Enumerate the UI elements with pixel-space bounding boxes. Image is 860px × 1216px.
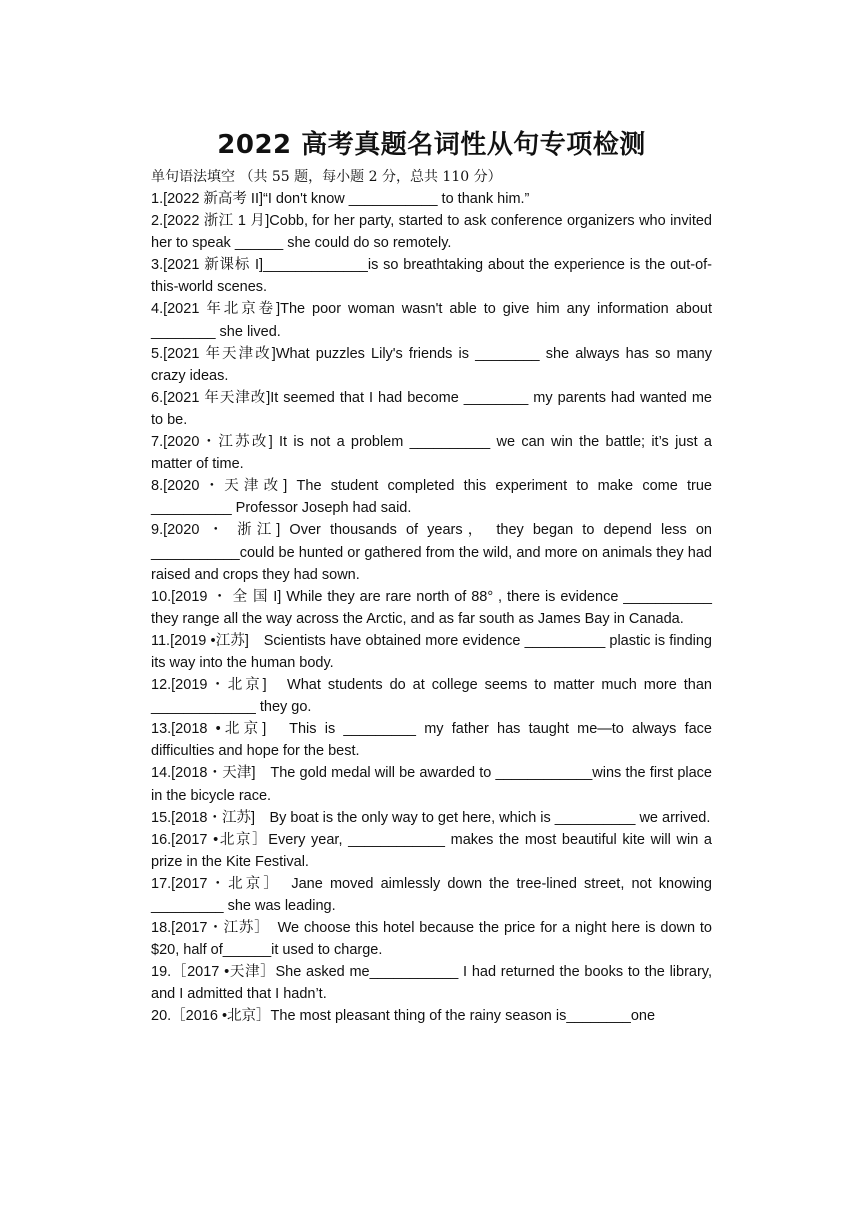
question-item: 12.[2019・北京] What students do at college seems to matter much more than _____________ they go. — [151, 677, 712, 716]
question-item: 14.[2018・天津] The gold medal will be awarded to ____________wins the first place in the bicycle race. — [151, 765, 712, 804]
question-item: 8.[2020・天津改] The student completed this experiment to make come true __________ Professor Joseph had said. — [151, 478, 712, 517]
question-item: 4.[2021 年北京卷]The poor woman wasn't able to give him any information about ________ she lived. — [151, 301, 712, 340]
question-item: 6.[2021 年天津改]It seemed that I had become ________ my parents had wanted me to be. — [151, 389, 712, 428]
document-page — [151, 128, 712, 1028]
question-list — [151, 188, 712, 1028]
question-item: 17.[2017・北京］ Jane moved aimlessly down the tree-lined street, not knowing _________ she was leading. — [151, 875, 712, 914]
question-item: 13.[2018 •北京] This is _________ my father has taught me—to always face difficulties and hope for the best. — [151, 721, 712, 760]
question-item: 1.[2022 新高考 II]“I don't know ___________ to thank him.” — [151, 191, 530, 207]
question-item: 2.[2022 浙江 1 月]Cobb, for her party, started to ask conference organizers who invited her to speak ______ she could do so remotely. — [151, 213, 712, 252]
question-item: 15.[2018・江苏] By boat is the only way to get here, which is __________ we arrived. — [151, 809, 711, 826]
document-title: 2022 高考真题名词性从句专项检测 — [217, 130, 646, 160]
question-item: 20.［2016 •北京］The most pleasant thing of the rainy season is________one — [151, 1008, 656, 1025]
question-item: 10.[2019 ・ 全 国 I] While they are rare north of 88° , there is evidence ___________ they range all the way across the Arctic, and as far south as James Bay in Canada. — [151, 588, 712, 627]
section-subtitle: 单句语法填空 （共 55 题，每小题 2 分，总共 110 分） — [151, 169, 502, 185]
question-item: 7.[2020・江苏改] It is not a problem __________ we can win the battle; it’s just a matter of time. — [151, 434, 712, 473]
question-item: 11.[2019 •江苏] Scientists have obtained more evidence __________ plastic is finding its way into the human body. — [151, 632, 712, 671]
question-item: 18.[2017・江苏］ We choose this hotel because the price for a night here is down to $20, half of______it used to charge. — [151, 920, 712, 959]
question-item: 16.[2017 •北京］Every year, ____________ makes the most beautiful kite will win a prize in the Kite Festival. — [151, 831, 712, 870]
question-item: 19.［2017 •天津］She asked me___________ I had returned the books to the library, and I admitted that I hadn’t. — [151, 964, 712, 1003]
question-item: 5.[2021 年天津改]What puzzles Lily's friends is ________ she always has so many crazy ideas. — [151, 345, 712, 384]
question-item: 9.[2020 ・ 浙江] Over thousands of years， they began to depend less on ___________could be hunted or gathered from the wild, and more on animals they had raised and crops they had sown. — [151, 522, 712, 583]
question-item: 3.[2021 新课标 I]_____________is so breathtaking about the experience is the out-of-this-world scenes. — [151, 257, 712, 296]
